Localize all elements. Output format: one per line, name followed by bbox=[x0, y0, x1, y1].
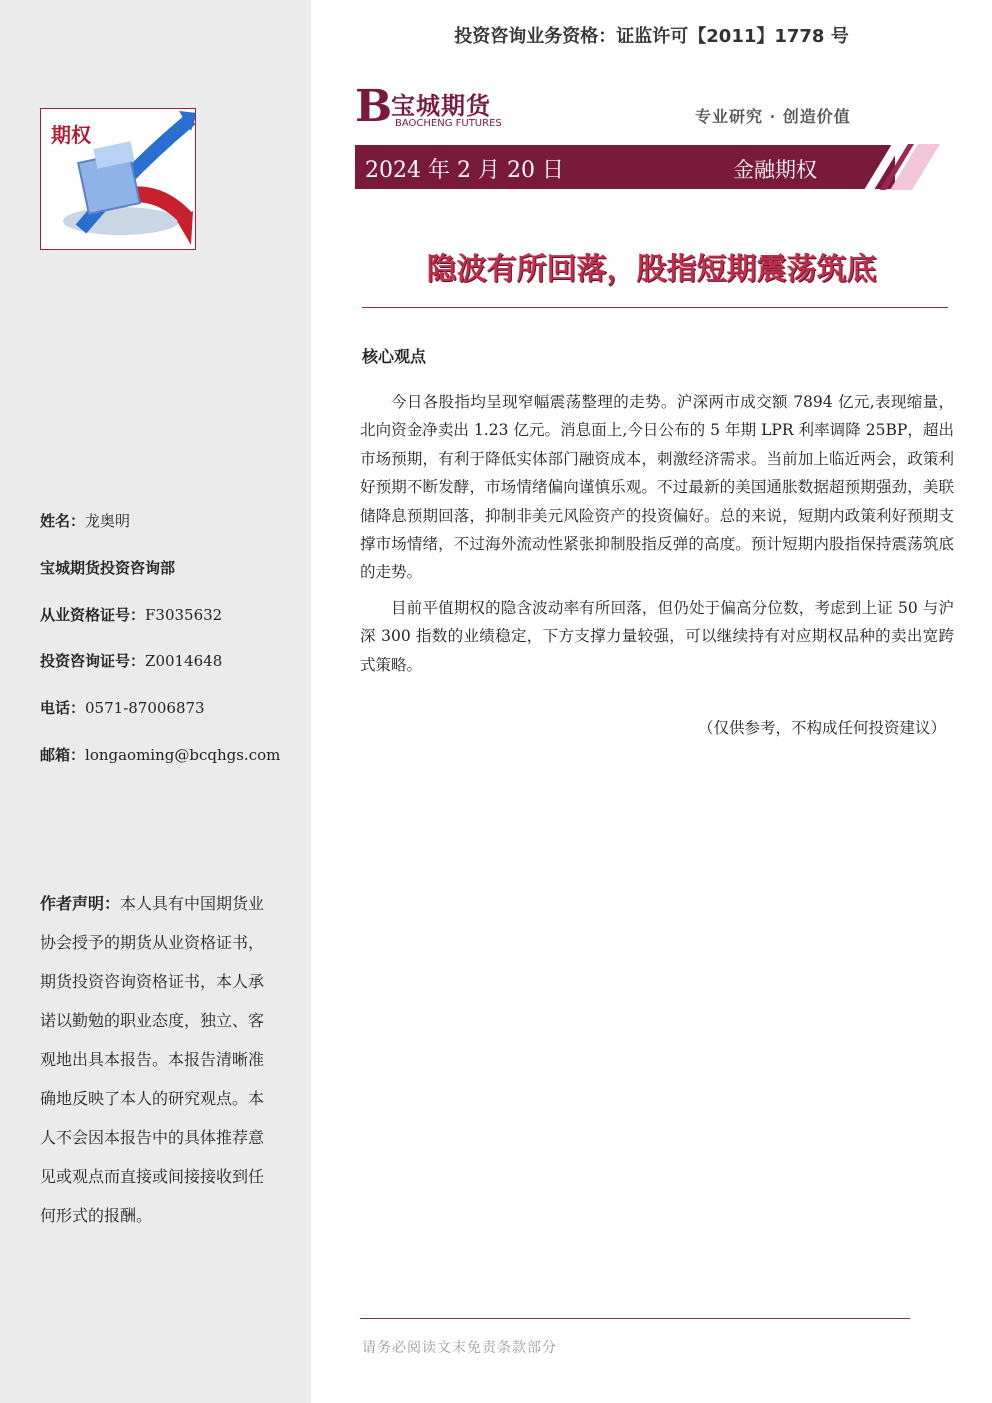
slogan: 专业研究 · 创造价值 bbox=[695, 107, 851, 126]
date-banner bbox=[355, 145, 895, 189]
author-phone: 电话：0571-87006873 bbox=[40, 699, 205, 717]
license-line: 投资咨询业务资格：证监许可【2011】1778 号 bbox=[454, 26, 849, 47]
title-divider bbox=[362, 307, 948, 308]
brand-logo bbox=[355, 81, 525, 134]
sidebar bbox=[0, 0, 311, 1403]
paragraph-2: 目前平值期权的隐含波动率有所回落，但仍处于偏高分位数，考虑到上证 50 与沪深 300 指数的业绩稳定，下方支撑力量较强，可以继续持有对应期权品种的卖出宽跨式策略。 bbox=[360, 599, 954, 674]
report-category: 金融期权 bbox=[733, 158, 817, 182]
logo-label: 期权 bbox=[51, 123, 91, 147]
brand-name-cn: 宝城期货 bbox=[391, 91, 491, 120]
cube-arrow-icon bbox=[41, 109, 195, 249]
section-title: 核心观点 bbox=[362, 347, 427, 366]
report-date: 2024 年 2 月 20 日 bbox=[365, 158, 564, 183]
author-statement: 作者声明：本人具有中国期货业协会授予的期货从业资格证书，期货投资咨询资格证书，本人承诺以勤勉的职业态度，独立、客观地出具本报告。本报告清晰准确地反映了本人的研究观点。本人不会因本报告中的具体推荐意见或观点而直接或间接接收到任何形式的报酬。 bbox=[40, 894, 265, 1225]
report-title: 隐波有所回落，股指短期震荡筑底 bbox=[426, 252, 877, 287]
options-logo-image bbox=[40, 108, 196, 250]
author-name: 姓名：龙奥明 bbox=[40, 512, 131, 530]
paragraph-1: 今日各股指均呈现窄幅震荡整理的走势。沪深两市成交额 7894 亿元,表现缩量，北向资金净卖出 1.23 亿元。消息面上,今日公布的 5 年期 LPR 利率调降 25BP，超出市场预期，有利于降低实体部门融资成本，刺激经济需求。当前加上临近两会，政策利好预期不断发酵，市场情绪偏向谨慎乐观。不过最新的美国通胀数据超预期强劲，美联储降息预期回落，抑制非美元风险资产的投资偏好。总的来说，短期内政策利好预期支撑市场情绪，不过海外流动性紧张抑制股指反弹的高度。预计短期内股指保持震荡筑底的走势。 bbox=[360, 393, 954, 582]
brand-name-en: BAOCHENG FUTURES bbox=[395, 118, 502, 129]
disclaimer: （仅供参考，不构成任何投资建议） bbox=[697, 719, 946, 737]
author-department: 宝城期货投资咨询部 bbox=[40, 559, 176, 577]
footer-note: 请务必阅读文末免责条款部分 bbox=[362, 1340, 557, 1356]
banner-stripes bbox=[862, 144, 942, 190]
footer-divider bbox=[360, 1318, 910, 1319]
author-qualification: 从业资格证号：F3035632 bbox=[40, 606, 223, 624]
author-consulting-cert: 投资咨询证号：Z0014648 bbox=[40, 652, 223, 670]
author-email[interactable]: 邮箱：longaoming@bcqhgs.com bbox=[40, 746, 281, 764]
brand-mark-icon: B bbox=[355, 81, 393, 132]
